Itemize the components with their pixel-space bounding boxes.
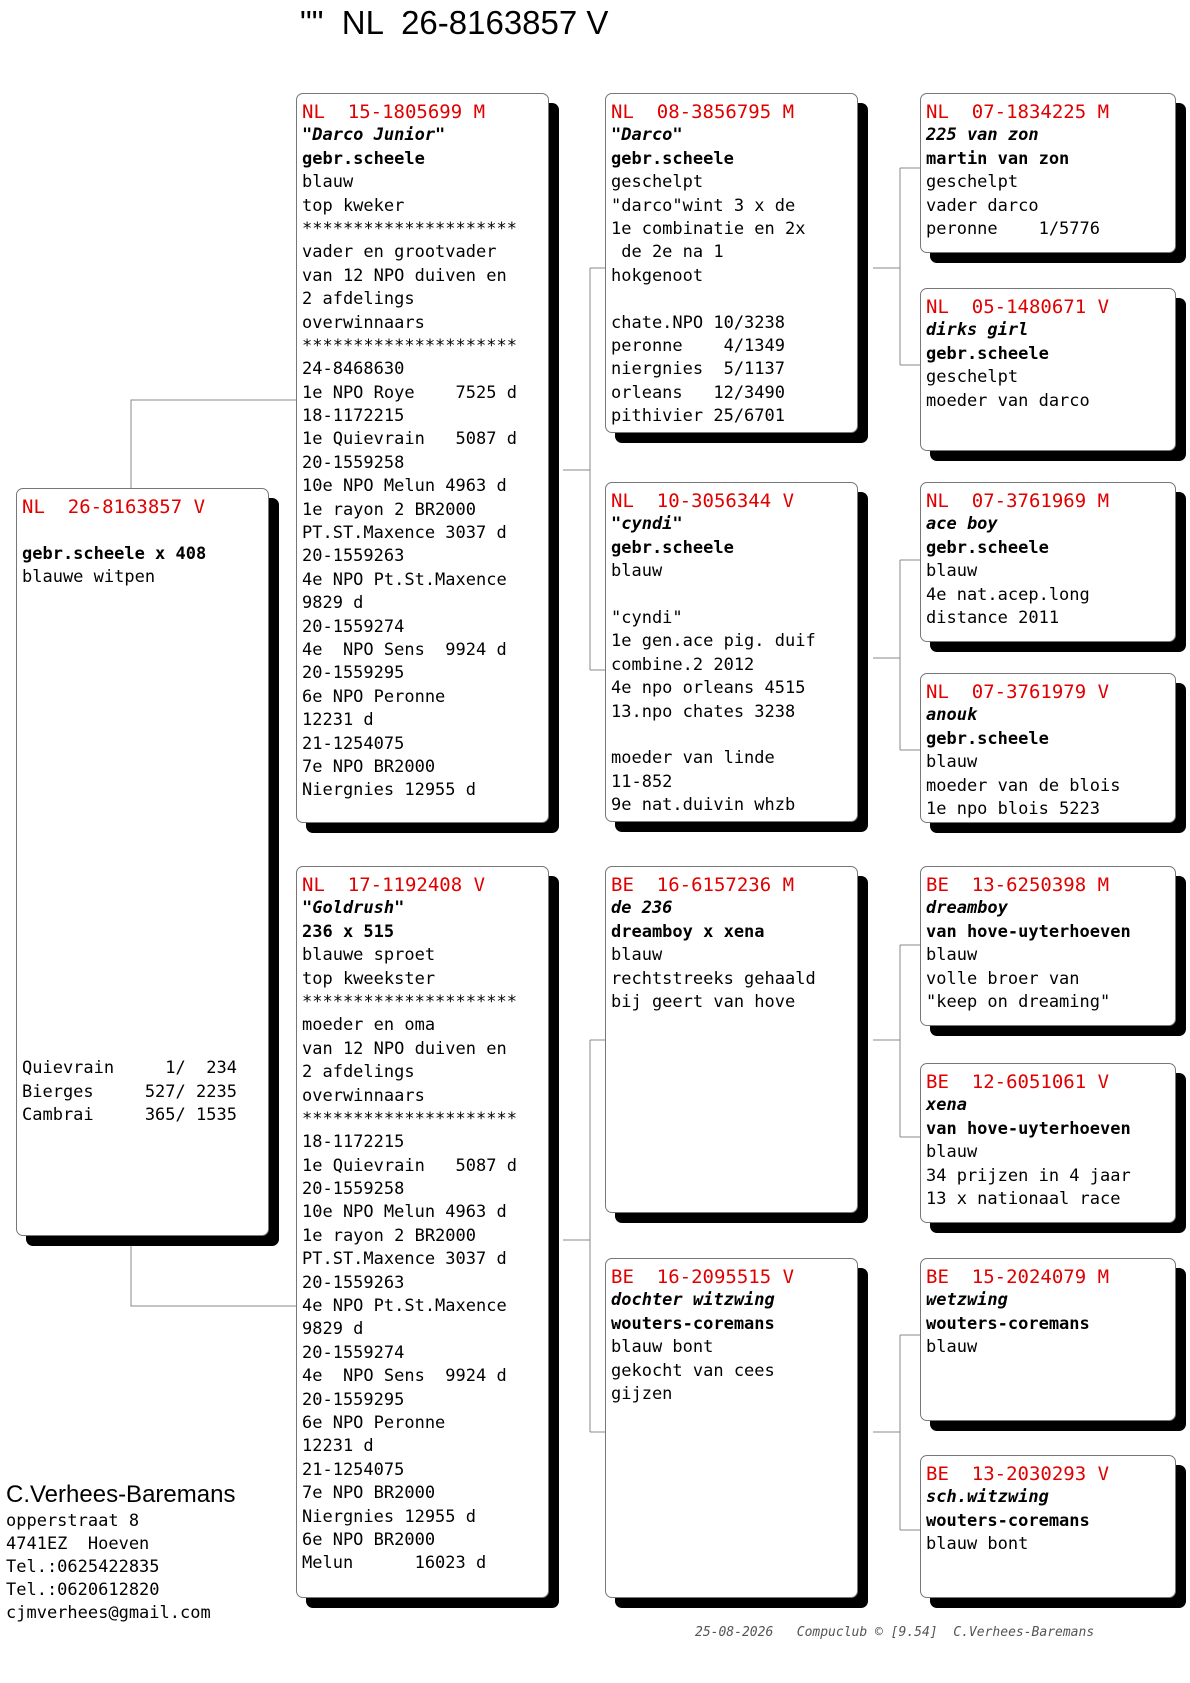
info-line (22, 707, 263, 730)
breeder-contact (6, 1480, 235, 1625)
info-line: ********************* (302, 335, 517, 356)
info-line: moeder en oma (302, 1015, 436, 1036)
breeder-name: gebr.scheele (611, 537, 734, 558)
info-line: 1e Quievrain 5087 d (302, 429, 517, 450)
info-line: 20-1559295 (302, 663, 405, 684)
pedigree-card-dd-sire (920, 1258, 1176, 1421)
info-line: 20-1559258 (302, 1179, 405, 1200)
info-line: blauw (611, 561, 663, 582)
ring-number: NL 08-3856795 M (611, 101, 795, 123)
info-line: geschelpt (926, 172, 1019, 193)
info-line (22, 1034, 263, 1057)
ring-number: BE 13-6250398 M (926, 874, 1110, 896)
address-street: opperstraat 8 (6, 1511, 140, 1531)
info-line: moeder van linde (611, 748, 775, 769)
info-line (611, 584, 852, 607)
info-line (22, 519, 263, 542)
race-result: Bierges 527/ 2235 (22, 1081, 237, 1102)
pigeon-name: wetzwing (926, 1290, 1008, 1311)
pigeon-name: 225 van zon (926, 125, 1039, 146)
ring-number: NL 26-8163857 V (22, 496, 206, 518)
info-line: 2 afdelings (302, 289, 415, 310)
info-line: blauwe witpen (22, 567, 156, 588)
info-line: distance 2011 (926, 607, 1060, 628)
info-line (22, 777, 263, 800)
info-line (22, 940, 263, 963)
info-line (22, 683, 263, 706)
info-line: 6e NPO BR2000 (302, 1529, 436, 1550)
info-line: blauw (611, 945, 663, 966)
footer-credit: 25-08-2026 Compuclub © [9.54] C.Verhees-Baremans (695, 1625, 1095, 1640)
email: cjmverhees@gmail.com (6, 1603, 211, 1623)
info-line (22, 894, 263, 917)
pedigree-card-dam (296, 866, 549, 1598)
phone-1: Tel.:0625422835 (6, 1557, 160, 1577)
info-line: 9829 d (302, 1319, 364, 1340)
info-line: van 12 NPO duiven en (302, 1038, 507, 1059)
ring-number: BE 16-2095515 V (611, 1266, 795, 1288)
race-result: Quievrain 1/ 234 (22, 1058, 237, 1079)
info-line: 1e rayon 2 BR2000 (302, 499, 476, 520)
ring-number: BE 12-6051061 V (926, 1071, 1110, 1093)
info-line: 34 prijzen in 4 jaar (926, 1165, 1131, 1186)
info-line: 24-8468630 (302, 359, 405, 380)
info-line: 21-1254075 (302, 733, 405, 754)
pedigree-card-ss-sire (920, 93, 1176, 253)
info-line: blauw (926, 945, 978, 966)
pigeon-name: dirks girl (926, 320, 1029, 341)
breeder-name: gebr.scheele (926, 537, 1049, 558)
info-line: 9e nat.duivin whzb (611, 795, 796, 816)
breeder-name: gebr.scheele (611, 148, 734, 169)
info-line: 1e combinatie en 2x (611, 218, 806, 239)
info-line (22, 964, 263, 987)
info-line: 13 x nationaal race (926, 1188, 1121, 1209)
breeder-name: wouters-coremans (926, 1313, 1090, 1334)
info-line: gijzen (611, 1383, 673, 1404)
pigeon-name: dreamboy (926, 898, 1008, 919)
breeder-name: dreamboy x xena (611, 921, 765, 942)
info-line: 11-852 (611, 771, 673, 792)
breeder-name: gebr.scheele (302, 148, 425, 169)
info-line: 4e npo orleans 4515 (611, 678, 806, 699)
info-line: 12231 d (302, 710, 374, 731)
ring-number: BE 13-2030293 V (926, 1463, 1110, 1485)
info-line: pithivier 25/6701 (611, 406, 785, 427)
info-line: blauw (926, 752, 978, 773)
info-line: geschelpt (926, 367, 1019, 388)
info-line: peronne 1/5776 (926, 218, 1100, 239)
info-line: "keep on dreaming" (926, 991, 1111, 1012)
info-line: 1e NPO Roye 7525 d (302, 382, 517, 403)
ring-number: NL 07-3761969 M (926, 490, 1110, 512)
info-line: 20-1559263 (302, 1272, 405, 1293)
info-line: ********************* (302, 218, 517, 239)
info-line: de 2e na 1 (611, 242, 724, 263)
info-line: vader en grootvader (302, 242, 497, 263)
info-line: top kweker (302, 195, 405, 216)
pedigree-card-dam-dam (605, 1258, 858, 1598)
pigeon-name: "Darco" (611, 125, 683, 146)
pigeon-name: sch.witzwing (926, 1487, 1049, 1508)
info-line: 4e NPO Pt.St.Maxence (302, 1296, 507, 1317)
pedigree-card-sd-sire (920, 482, 1176, 642)
info-line: 10e NPO Melun 4963 d (302, 476, 507, 497)
info-line: 7e NPO BR2000 (302, 1483, 436, 1504)
info-line (22, 660, 263, 683)
info-line: van 12 NPO duiven en (302, 265, 507, 286)
info-line (22, 730, 263, 753)
ring-number: NL 07-3761979 V (926, 681, 1110, 703)
info-line: 6e NPO Peronne (302, 686, 446, 707)
info-line: 1e rayon 2 BR2000 (302, 1225, 476, 1246)
info-line: top kweekster (302, 968, 436, 989)
info-line: 20-1559274 (302, 1342, 405, 1363)
pigeon-name: de 236 (611, 898, 673, 919)
info-line: orleans 12/3490 (611, 382, 785, 403)
info-line: 4e NPO Sens 9924 d (302, 1366, 507, 1387)
info-line: chate.NPO 10/3238 (611, 312, 785, 333)
info-line: 4e nat.acep.long (926, 584, 1090, 605)
info-line: 9829 d (302, 593, 364, 614)
info-line (22, 870, 263, 893)
info-line: PT.ST.Maxence 3037 d (302, 523, 507, 544)
info-line (22, 753, 263, 776)
info-line: gebr.scheele x 408 (22, 543, 207, 564)
breeder-name: gebr.scheele (926, 343, 1049, 364)
breeder-name: wouters-coremans (926, 1510, 1090, 1531)
ring-number: NL 15-1805699 M (302, 101, 486, 123)
breeder-name: martin van zon (926, 148, 1070, 169)
info-line: "darco"wint 3 x de (611, 195, 796, 216)
info-line: blauw bont (926, 1534, 1029, 1555)
pigeon-name: "Darco Junior" (302, 125, 446, 146)
info-line: 1e Quievrain 5087 d (302, 1155, 517, 1176)
info-line (22, 987, 263, 1010)
breeder-name: van hove-uyterhoeven (926, 1118, 1131, 1139)
pedigree-card-sire (296, 93, 549, 823)
info-line (22, 613, 263, 636)
pedigree-card-dd-dam (920, 1455, 1176, 1598)
race-result: Cambrai 365/ 1535 (22, 1105, 237, 1126)
pedigree-card-ds-sire (920, 866, 1176, 1026)
info-line: 21-1254075 (302, 1459, 405, 1480)
info-line (22, 800, 263, 823)
info-line: ********************* (302, 991, 517, 1012)
ring-number: BE 16-6157236 M (611, 874, 795, 896)
info-line: combine.2 2012 (611, 654, 755, 675)
info-line: blauw (302, 172, 354, 193)
ring-number: NL 10-3056344 V (611, 490, 795, 512)
info-line: blauwe sproet (302, 945, 436, 966)
pigeon-name: anouk (926, 705, 978, 726)
info-line: volle broer van (926, 968, 1080, 989)
info-line: 6e NPO Peronne (302, 1412, 446, 1433)
info-line: 1e gen.ace pig. duif (611, 631, 816, 652)
ring-number: NL 05-1480671 V (926, 296, 1110, 318)
breeder-name: 236 x 515 (302, 921, 395, 942)
info-line: peronne 4/1349 (611, 335, 785, 356)
info-line: moeder van darco (926, 390, 1090, 411)
breeder-name: wouters-coremans (611, 1313, 775, 1334)
pigeon-name: xena (926, 1095, 967, 1116)
info-line: geschelpt (611, 172, 704, 193)
info-line: blauw bont (611, 1337, 714, 1358)
info-line (611, 724, 852, 747)
pedigree-card-ds-dam (920, 1063, 1176, 1223)
info-line: niergnies 5/1137 (611, 359, 785, 380)
info-line: 18-1172215 (302, 406, 405, 427)
ring-number: BE 15-2024079 M (926, 1266, 1110, 1288)
info-line (22, 636, 263, 659)
info-line: PT.ST.Maxence 3037 d (302, 1249, 507, 1270)
info-line: 2 afdelings (302, 1062, 415, 1083)
info-line: 20-1559295 (302, 1389, 405, 1410)
info-line: "cyndi" (611, 607, 683, 628)
info-line: 7e NPO BR2000 (302, 756, 436, 777)
phone-2: Tel.:0620612820 (6, 1580, 160, 1600)
pedigree-card-sire-sire (605, 93, 858, 433)
pedigree-card-ss-dam (920, 288, 1176, 451)
info-line (22, 847, 263, 870)
pedigree-title: "" NL 26-8163857 V (300, 4, 609, 41)
info-line: 20-1559274 (302, 616, 405, 637)
pigeon-name: "cyndi" (611, 514, 683, 535)
info-line: blauw (926, 1337, 978, 1358)
info-line: 10e NPO Melun 4963 d (302, 1202, 507, 1223)
breeder-name: C.Verhees-Baremans (6, 1481, 236, 1508)
breeder-name: van hove-uyterhoeven (926, 921, 1131, 942)
info-line: 20-1559258 (302, 452, 405, 473)
ring-number: NL 17-1192408 V (302, 874, 486, 896)
pigeon-name: ace boy (926, 514, 998, 535)
info-line: 12231 d (302, 1436, 374, 1457)
breeder-name: gebr.scheele (926, 728, 1049, 749)
info-line: Niergnies 12955 d (302, 1506, 476, 1527)
info-line: rechtstreeks gehaald (611, 968, 816, 989)
info-line: 18-1172215 (302, 1132, 405, 1153)
info-line: overwinnaars (302, 1085, 425, 1106)
info-line: bij geert van hove (611, 991, 796, 1012)
info-line: 1e npo blois 5223 (926, 798, 1100, 819)
pedigree-card-dam-sire (605, 866, 858, 1213)
info-line (22, 1011, 263, 1034)
info-line: Niergnies 12955 d (302, 780, 476, 801)
pigeon-name: dochter witzwing (611, 1290, 775, 1311)
info-line: vader darco (926, 195, 1039, 216)
info-line: Melun 16023 d (302, 1553, 487, 1574)
info-line (611, 288, 852, 311)
info-line (22, 590, 263, 613)
info-line (22, 917, 263, 940)
pedigree-card-subject (16, 488, 269, 1236)
info-line: gekocht van cees (611, 1360, 775, 1381)
info-line: ********************* (302, 1108, 517, 1129)
info-line: 4e NPO Sens 9924 d (302, 639, 507, 660)
info-line: 13.npo chates 3238 (611, 701, 796, 722)
info-line: moeder van de blois (926, 775, 1121, 796)
info-line: hokgenoot (611, 265, 704, 286)
pedigree-card-sd-dam (920, 673, 1176, 823)
info-line: overwinnaars (302, 312, 425, 333)
info-line: blauw (926, 1142, 978, 1163)
info-line: 4e NPO Pt.St.Maxence (302, 569, 507, 590)
info-line: blauw (926, 561, 978, 582)
pigeon-name: "Goldrush" (302, 898, 405, 919)
ring-number: NL 07-1834225 M (926, 101, 1110, 123)
info-line (22, 823, 263, 846)
pedigree-card-sire-dam (605, 482, 858, 822)
info-line: 20-1559263 (302, 546, 405, 567)
address-city: 4741EZ Hoeven (6, 1534, 150, 1554)
